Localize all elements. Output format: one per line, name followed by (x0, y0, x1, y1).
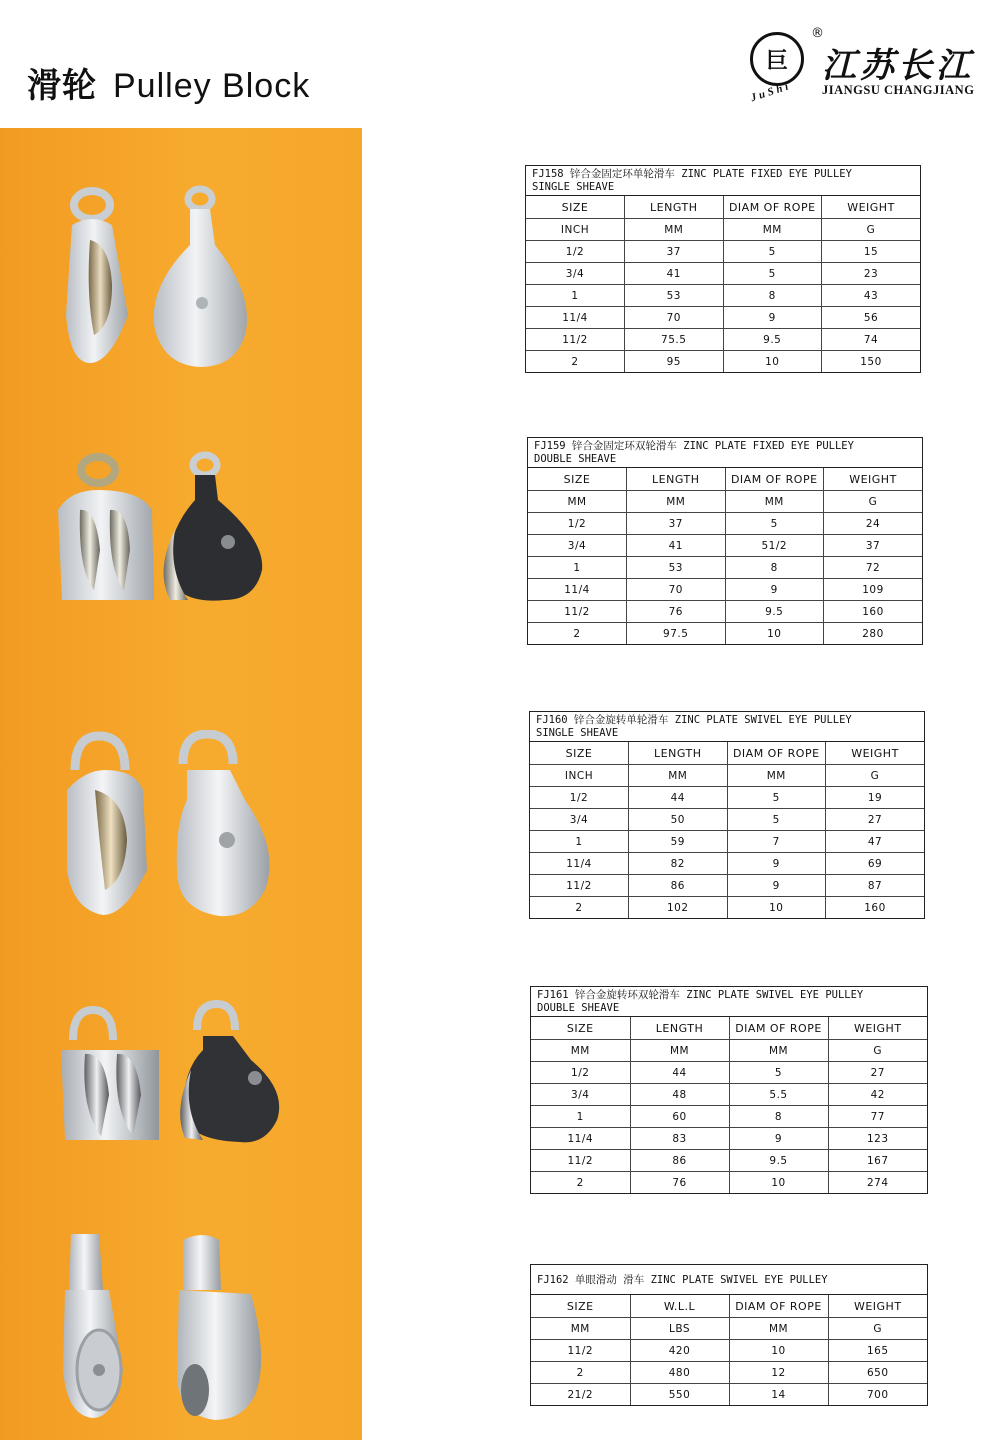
column-header: LENGTH (627, 468, 726, 491)
table-row (531, 1150, 927, 1172)
spec-table-header (531, 1265, 927, 1295)
table-cell: 2 (530, 897, 629, 919)
pulley-image-swivel-double (55, 1000, 295, 1150)
table-cell: 19 (826, 787, 925, 809)
table-cell: 5.5 (729, 1084, 828, 1106)
table-cell: 3/4 (531, 1084, 630, 1106)
table-row (526, 329, 920, 351)
column-header: WEIGHT (826, 742, 925, 765)
registered-mark: ® (811, 26, 824, 41)
table-cell: 21/2 (531, 1384, 630, 1406)
data-table (530, 742, 924, 918)
table-row (531, 1362, 927, 1384)
column-header: DIAM OF ROPE (723, 196, 822, 219)
table-cell: 480 (630, 1362, 729, 1384)
brand-name: JuShi (749, 79, 793, 105)
unit-cell: MM (528, 491, 627, 513)
table-row (528, 557, 922, 579)
unit-cell: MM (725, 491, 824, 513)
table-cell: 74 (822, 329, 921, 351)
table-cell: 8 (723, 285, 822, 307)
table-cell: 97.5 (627, 623, 726, 645)
table-cell: 59 (629, 831, 728, 853)
spec-table-fj160 (529, 711, 925, 919)
table-cell: 9.5 (725, 601, 824, 623)
table-row (526, 263, 920, 285)
table-cell: 1 (530, 831, 629, 853)
table-cell: 2 (528, 623, 627, 645)
table-cell: 1/2 (528, 513, 627, 535)
table-title: FJ160 锌合金旋转单轮滑车 ZINC PLATE SWIVEL EYE PULLEY (536, 714, 852, 726)
table-cell: 27 (828, 1062, 927, 1084)
table-cell: 14 (729, 1384, 828, 1406)
table-cell: 87 (826, 875, 925, 897)
table-cell: 41 (627, 535, 726, 557)
table-row (530, 875, 924, 897)
column-header: WEIGHT (822, 196, 921, 219)
page-title-en: Pulley Block (113, 67, 311, 105)
page-title (27, 58, 310, 107)
table-cell: 12 (729, 1362, 828, 1384)
column-header: DIAM OF ROPE (725, 468, 824, 491)
table-cell: 10 (723, 351, 822, 373)
table-cell: 550 (630, 1384, 729, 1406)
column-header: SIZE (531, 1295, 630, 1318)
table-cell: 5 (725, 513, 824, 535)
column-header: LENGTH (625, 196, 724, 219)
table-cell: 5 (723, 241, 822, 263)
table-cell: 11/2 (531, 1150, 630, 1172)
unit-cell: MM (625, 219, 724, 241)
table-cell: 650 (828, 1362, 927, 1384)
pulley-image-fixed-single (50, 185, 270, 375)
column-header: SIZE (530, 742, 629, 765)
column-header: WEIGHT (828, 1017, 927, 1040)
table-cell: 1 (528, 557, 627, 579)
table-cell: 10 (727, 897, 826, 919)
column-header: SIZE (531, 1017, 630, 1040)
column-header: WEIGHT (828, 1295, 927, 1318)
table-cell: 7 (727, 831, 826, 853)
table-cell: 1 (531, 1106, 630, 1128)
table-cell: 9.5 (723, 329, 822, 351)
table-subtitle: SINGLE SHEAVE (532, 181, 615, 193)
table-cell: 27 (826, 809, 925, 831)
data-table (531, 1295, 927, 1405)
company-name-cn: 江苏长江 (822, 46, 974, 86)
table-cell: 3/4 (530, 809, 629, 831)
company-logo (748, 26, 993, 104)
table-cell: 5 (729, 1062, 828, 1084)
table-cell: 37 (625, 241, 724, 263)
table-cell: 95 (625, 351, 724, 373)
unit-cell: G (826, 765, 925, 787)
data-table (528, 468, 922, 644)
unit-cell: G (824, 491, 923, 513)
table-cell: 9 (729, 1128, 828, 1150)
table-cell: 48 (630, 1084, 729, 1106)
table-cell: 53 (625, 285, 724, 307)
table-row (531, 1106, 927, 1128)
table-row (531, 1128, 927, 1150)
table-row (528, 601, 922, 623)
table-cell: 165 (828, 1340, 927, 1362)
table-cell: 9 (727, 853, 826, 875)
table-cell: 10 (725, 623, 824, 645)
table-row (530, 787, 924, 809)
column-header: DIAM OF ROPE (729, 1295, 828, 1318)
unit-cell: G (828, 1040, 927, 1062)
table-cell: 75.5 (625, 329, 724, 351)
table-cell: 3/4 (526, 263, 625, 285)
table-cell: 76 (627, 601, 726, 623)
table-row (528, 579, 922, 601)
table-cell: 2 (531, 1362, 630, 1384)
column-header: DIAM OF ROPE (729, 1017, 828, 1040)
column-header: LENGTH (629, 742, 728, 765)
table-row (531, 1084, 927, 1106)
table-row (530, 831, 924, 853)
spec-table-fj159 (527, 437, 923, 645)
table-cell: 160 (826, 897, 925, 919)
table-row (530, 897, 924, 919)
table-cell: 11/2 (530, 875, 629, 897)
table-cell: 86 (630, 1150, 729, 1172)
table-title: FJ158 锌合金固定环单轮滑车 ZINC PLATE FIXED EYE PULLEY (532, 168, 852, 180)
data-table (526, 196, 920, 372)
table-cell: 24 (824, 513, 923, 535)
table-row (530, 853, 924, 875)
unit-cell: MM (531, 1318, 630, 1340)
table-cell: 41 (625, 263, 724, 285)
table-cell: 76 (630, 1172, 729, 1194)
table-cell: 10 (729, 1172, 828, 1194)
table-cell: 44 (629, 787, 728, 809)
pulley-image-sliding (55, 1230, 285, 1425)
unit-cell: INCH (526, 219, 625, 241)
table-cell: 280 (824, 623, 923, 645)
table-cell: 11/2 (531, 1340, 630, 1362)
table-row (526, 241, 920, 263)
table-row (526, 307, 920, 329)
table-cell: 1/2 (530, 787, 629, 809)
table-row (526, 351, 920, 373)
brand-mark-icon (750, 32, 804, 86)
spec-table-header (530, 712, 924, 742)
unit-cell: MM (627, 491, 726, 513)
table-cell: 42 (828, 1084, 927, 1106)
table-cell: 11/4 (531, 1128, 630, 1150)
unit-cell: LBS (630, 1318, 729, 1340)
pulley-image-swivel-single (55, 730, 285, 920)
table-cell: 37 (824, 535, 923, 557)
table-row (531, 1340, 927, 1362)
unit-cell: MM (727, 765, 826, 787)
column-header: W.L.L (630, 1295, 729, 1318)
spec-table-fj158 (525, 165, 921, 373)
column-header: SIZE (526, 196, 625, 219)
table-cell: 274 (828, 1172, 927, 1194)
table-cell: 150 (822, 351, 921, 373)
table-cell: 5 (723, 263, 822, 285)
table-cell: 8 (729, 1106, 828, 1128)
table-cell: 60 (630, 1106, 729, 1128)
table-cell: 23 (822, 263, 921, 285)
table-cell: 9 (727, 875, 826, 897)
table-cell: 47 (826, 831, 925, 853)
pulley-image-fixed-double (50, 450, 280, 620)
unit-cell: G (822, 219, 921, 241)
spec-table-header (531, 987, 927, 1017)
table-cell: 44 (630, 1062, 729, 1084)
table-cell: 8 (725, 557, 824, 579)
table-cell: 1/2 (526, 241, 625, 263)
table-cell: 167 (828, 1150, 927, 1172)
table-title: FJ159 锌合金固定环双轮滑车 ZINC PLATE FIXED EYE PULLEY (534, 440, 854, 452)
table-cell: 2 (526, 351, 625, 373)
table-cell: 3/4 (528, 535, 627, 557)
column-header: DIAM OF ROPE (727, 742, 826, 765)
table-cell: 77 (828, 1106, 927, 1128)
table-cell: 51/2 (725, 535, 824, 557)
table-cell: 69 (826, 853, 925, 875)
data-table (531, 1017, 927, 1193)
table-cell: 83 (630, 1128, 729, 1150)
page-title-cn: 滑轮 (27, 67, 97, 105)
table-cell: 82 (629, 853, 728, 875)
table-subtitle: DOUBLE SHEAVE (534, 453, 617, 465)
table-cell: 43 (822, 285, 921, 307)
spec-table-header (528, 438, 922, 468)
table-cell: 420 (630, 1340, 729, 1362)
unit-cell: G (828, 1318, 927, 1340)
table-cell: 109 (824, 579, 923, 601)
table-cell: 9 (723, 307, 822, 329)
company-name-en: JIANGSU CHANGJIANG (822, 83, 975, 97)
table-cell: 11/2 (526, 329, 625, 351)
column-header: WEIGHT (824, 468, 923, 491)
unit-cell: MM (729, 1040, 828, 1062)
table-row (528, 513, 922, 535)
table-cell: 70 (625, 307, 724, 329)
table-row (526, 285, 920, 307)
table-row (531, 1172, 927, 1194)
unit-cell: MM (723, 219, 822, 241)
column-header: SIZE (528, 468, 627, 491)
unit-cell: MM (629, 765, 728, 787)
table-row (531, 1384, 927, 1406)
table-cell: 72 (824, 557, 923, 579)
table-cell: 9.5 (729, 1150, 828, 1172)
table-cell: 11/4 (528, 579, 627, 601)
table-cell: 160 (824, 601, 923, 623)
table-cell: 50 (629, 809, 728, 831)
unit-cell: MM (531, 1040, 630, 1062)
table-cell: 10 (729, 1340, 828, 1362)
table-title: FJ161 锌合金旋转环双轮滑车 ZINC PLATE SWIVEL EYE PULLEY (537, 989, 864, 1001)
table-row (528, 623, 922, 645)
table-row (528, 535, 922, 557)
table-cell: 86 (629, 875, 728, 897)
table-row (531, 1062, 927, 1084)
table-cell: 2 (531, 1172, 630, 1194)
table-cell: 53 (627, 557, 726, 579)
table-cell: 102 (629, 897, 728, 919)
unit-cell: MM (729, 1318, 828, 1340)
table-cell: 1/2 (531, 1062, 630, 1084)
table-subtitle: SINGLE SHEAVE (536, 727, 619, 739)
table-cell: 700 (828, 1384, 927, 1406)
spec-table-fj161 (530, 986, 928, 1194)
unit-cell: MM (630, 1040, 729, 1062)
table-cell: 123 (828, 1128, 927, 1150)
spec-table-header (526, 166, 920, 196)
table-cell: 56 (822, 307, 921, 329)
table-cell: 5 (727, 809, 826, 831)
table-cell: 11/4 (530, 853, 629, 875)
table-cell: 37 (627, 513, 726, 535)
table-cell: 70 (627, 579, 726, 601)
column-header: LENGTH (630, 1017, 729, 1040)
spec-table-fj162 (530, 1264, 928, 1406)
table-title: FJ162 单眼滑动 滑车 ZINC PLATE SWIVEL EYE PULLEY (537, 1273, 828, 1286)
table-cell: 1 (526, 285, 625, 307)
table-cell: 11/4 (526, 307, 625, 329)
table-subtitle: DOUBLE SHEAVE (537, 1002, 620, 1014)
table-row (530, 809, 924, 831)
table-cell: 5 (727, 787, 826, 809)
table-cell: 9 (725, 579, 824, 601)
unit-cell: INCH (530, 765, 629, 787)
brand-mark-text: 巨 (765, 48, 788, 74)
table-cell: 15 (822, 241, 921, 263)
table-cell: 11/2 (528, 601, 627, 623)
